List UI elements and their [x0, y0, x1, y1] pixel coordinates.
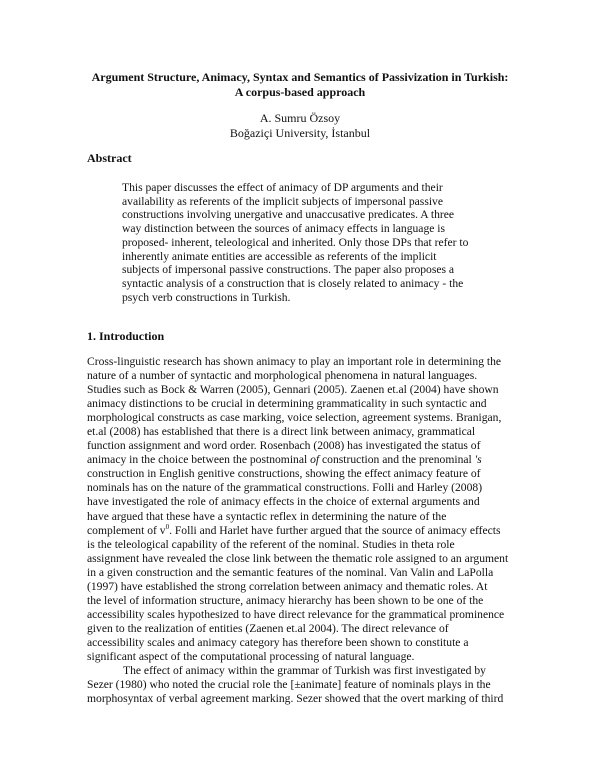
body-line: morphological constructs as case marking, voice selection, agreement systems. Branigan,	[87, 411, 502, 425]
body-line: function assignment and word order. Rosenbach (2008) has investigated the status of	[87, 439, 481, 453]
author-block	[60, 111, 540, 141]
body-line: Studies such as Bock & Warren (2005), Gennari (2005). Zaenen et.al (2004) have shown	[87, 383, 499, 397]
body-line: accessibility scales and animacy category has therefore been shown to constitute a	[87, 635, 469, 649]
author-affiliation: Boğaziçi University, İstanbul	[229, 126, 371, 140]
body-line	[87, 524, 517, 538]
body-line: construction in English genitive constructions, showing the effect animacy feature of	[87, 467, 481, 481]
body-line: given to the realization of entities (Zaenen et.al 2004). The direct relevance of	[87, 621, 449, 635]
body-text: complement of v	[87, 523, 166, 537]
body-line: is the teleological capability of the referent of the nominal. Studies in theta role	[87, 537, 455, 551]
body-line: animacy distinctions to be crucial in determining grammaticality in such syntactic and	[87, 397, 487, 411]
paper-title	[60, 70, 540, 100]
body-line: assignment have revealed the close link between the thematic role assigned to an argument	[87, 551, 509, 565]
abstract-line: subjects of impersonal passive constructions. The paper also proposes a	[122, 263, 455, 277]
abstract-heading: Abstract	[87, 151, 132, 165]
body-line: have investigated the role of animacy effects in the choice of external arguments and	[87, 495, 480, 509]
body-line: morphosyntax of verbal agreement marking. Sezer showed that the overt marking of third	[87, 692, 504, 706]
abstract-line: syntactic analysis of a construction that is closely related to animacy - the	[122, 276, 464, 290]
body-line: Sezer (1980) who noted the crucial role the [±animate] feature of nominals plays in the	[87, 678, 491, 692]
title-line-2: A corpus-based approach	[234, 85, 366, 99]
body-line: nominals has on the nature of the grammatical constructions. Folli and Harley (2008)	[87, 481, 483, 495]
body-text: . Folli and Harlet have further argued that the source of animacy effects	[169, 523, 501, 537]
body-text: construction and the prenominal	[319, 453, 475, 467]
introduction-heading: 1. Introduction	[87, 329, 165, 343]
body-line: Cross-linguistic research has shown animacy to play an important role in determining the	[87, 355, 502, 368]
abstract-line: This paper discusses the effect of animacy of DP arguments and their	[122, 181, 443, 194]
abstract-line: inherently animate entities are accessible as referents of the implicit	[122, 249, 437, 263]
body-line: have argued that these have a syntactic reflex in determining the nature of the	[87, 509, 447, 523]
author-name: A. Sumru Özsoy	[259, 111, 341, 125]
abstract-line: availability as referents of the implicit subjects of impersonal passive	[122, 194, 443, 208]
abstract-line: constructions involving unergative and unaccusative predicates. A three	[122, 208, 455, 222]
body-line: nature of a number of syntactic and morphological phenomena in natural languages.	[87, 369, 478, 383]
body-line	[87, 453, 517, 467]
superscript-zero: 0	[165, 522, 170, 531]
body-text: animacy in the choice between the postnominal	[87, 453, 311, 467]
abstract-text	[122, 181, 469, 304]
body-line: (1997) have established the strong correlation between animacy and thematic roles. At	[87, 579, 488, 593]
introduction-text	[87, 355, 517, 706]
abstract-line: way distinction between the sources of animacy effects in language is	[122, 222, 446, 236]
italic-term-of: of	[310, 453, 320, 467]
title-line-1: Argument Structure, Animacy, Syntax and Semantics of Passivization in Turkish:	[91, 70, 509, 84]
abstract-line: psych verb constructions in Turkish.	[122, 290, 291, 304]
body-line: in a given construction and the semantic features of the nominal. Van Valin and LaPolla	[87, 565, 494, 579]
body-line: the level of information structure, animacy hierarchy has been shown to be one of the	[87, 593, 484, 607]
body-line: et.al (2008) has established that there is a direct link between animacy, grammatical	[87, 425, 476, 439]
abstract-line: proposed- inherent, teleological and inherited. Only those DPs that refer to	[122, 235, 469, 249]
body-line: accessibility scales hypothesized to have direct relevance for the grammatical prominence	[87, 607, 505, 621]
body-line: significant aspect of the computational processing of natural language.	[87, 649, 415, 663]
italic-term-s: 's	[474, 453, 482, 467]
body-line: The effect of animacy within the grammar of Turkish was first investigated by	[123, 664, 486, 678]
